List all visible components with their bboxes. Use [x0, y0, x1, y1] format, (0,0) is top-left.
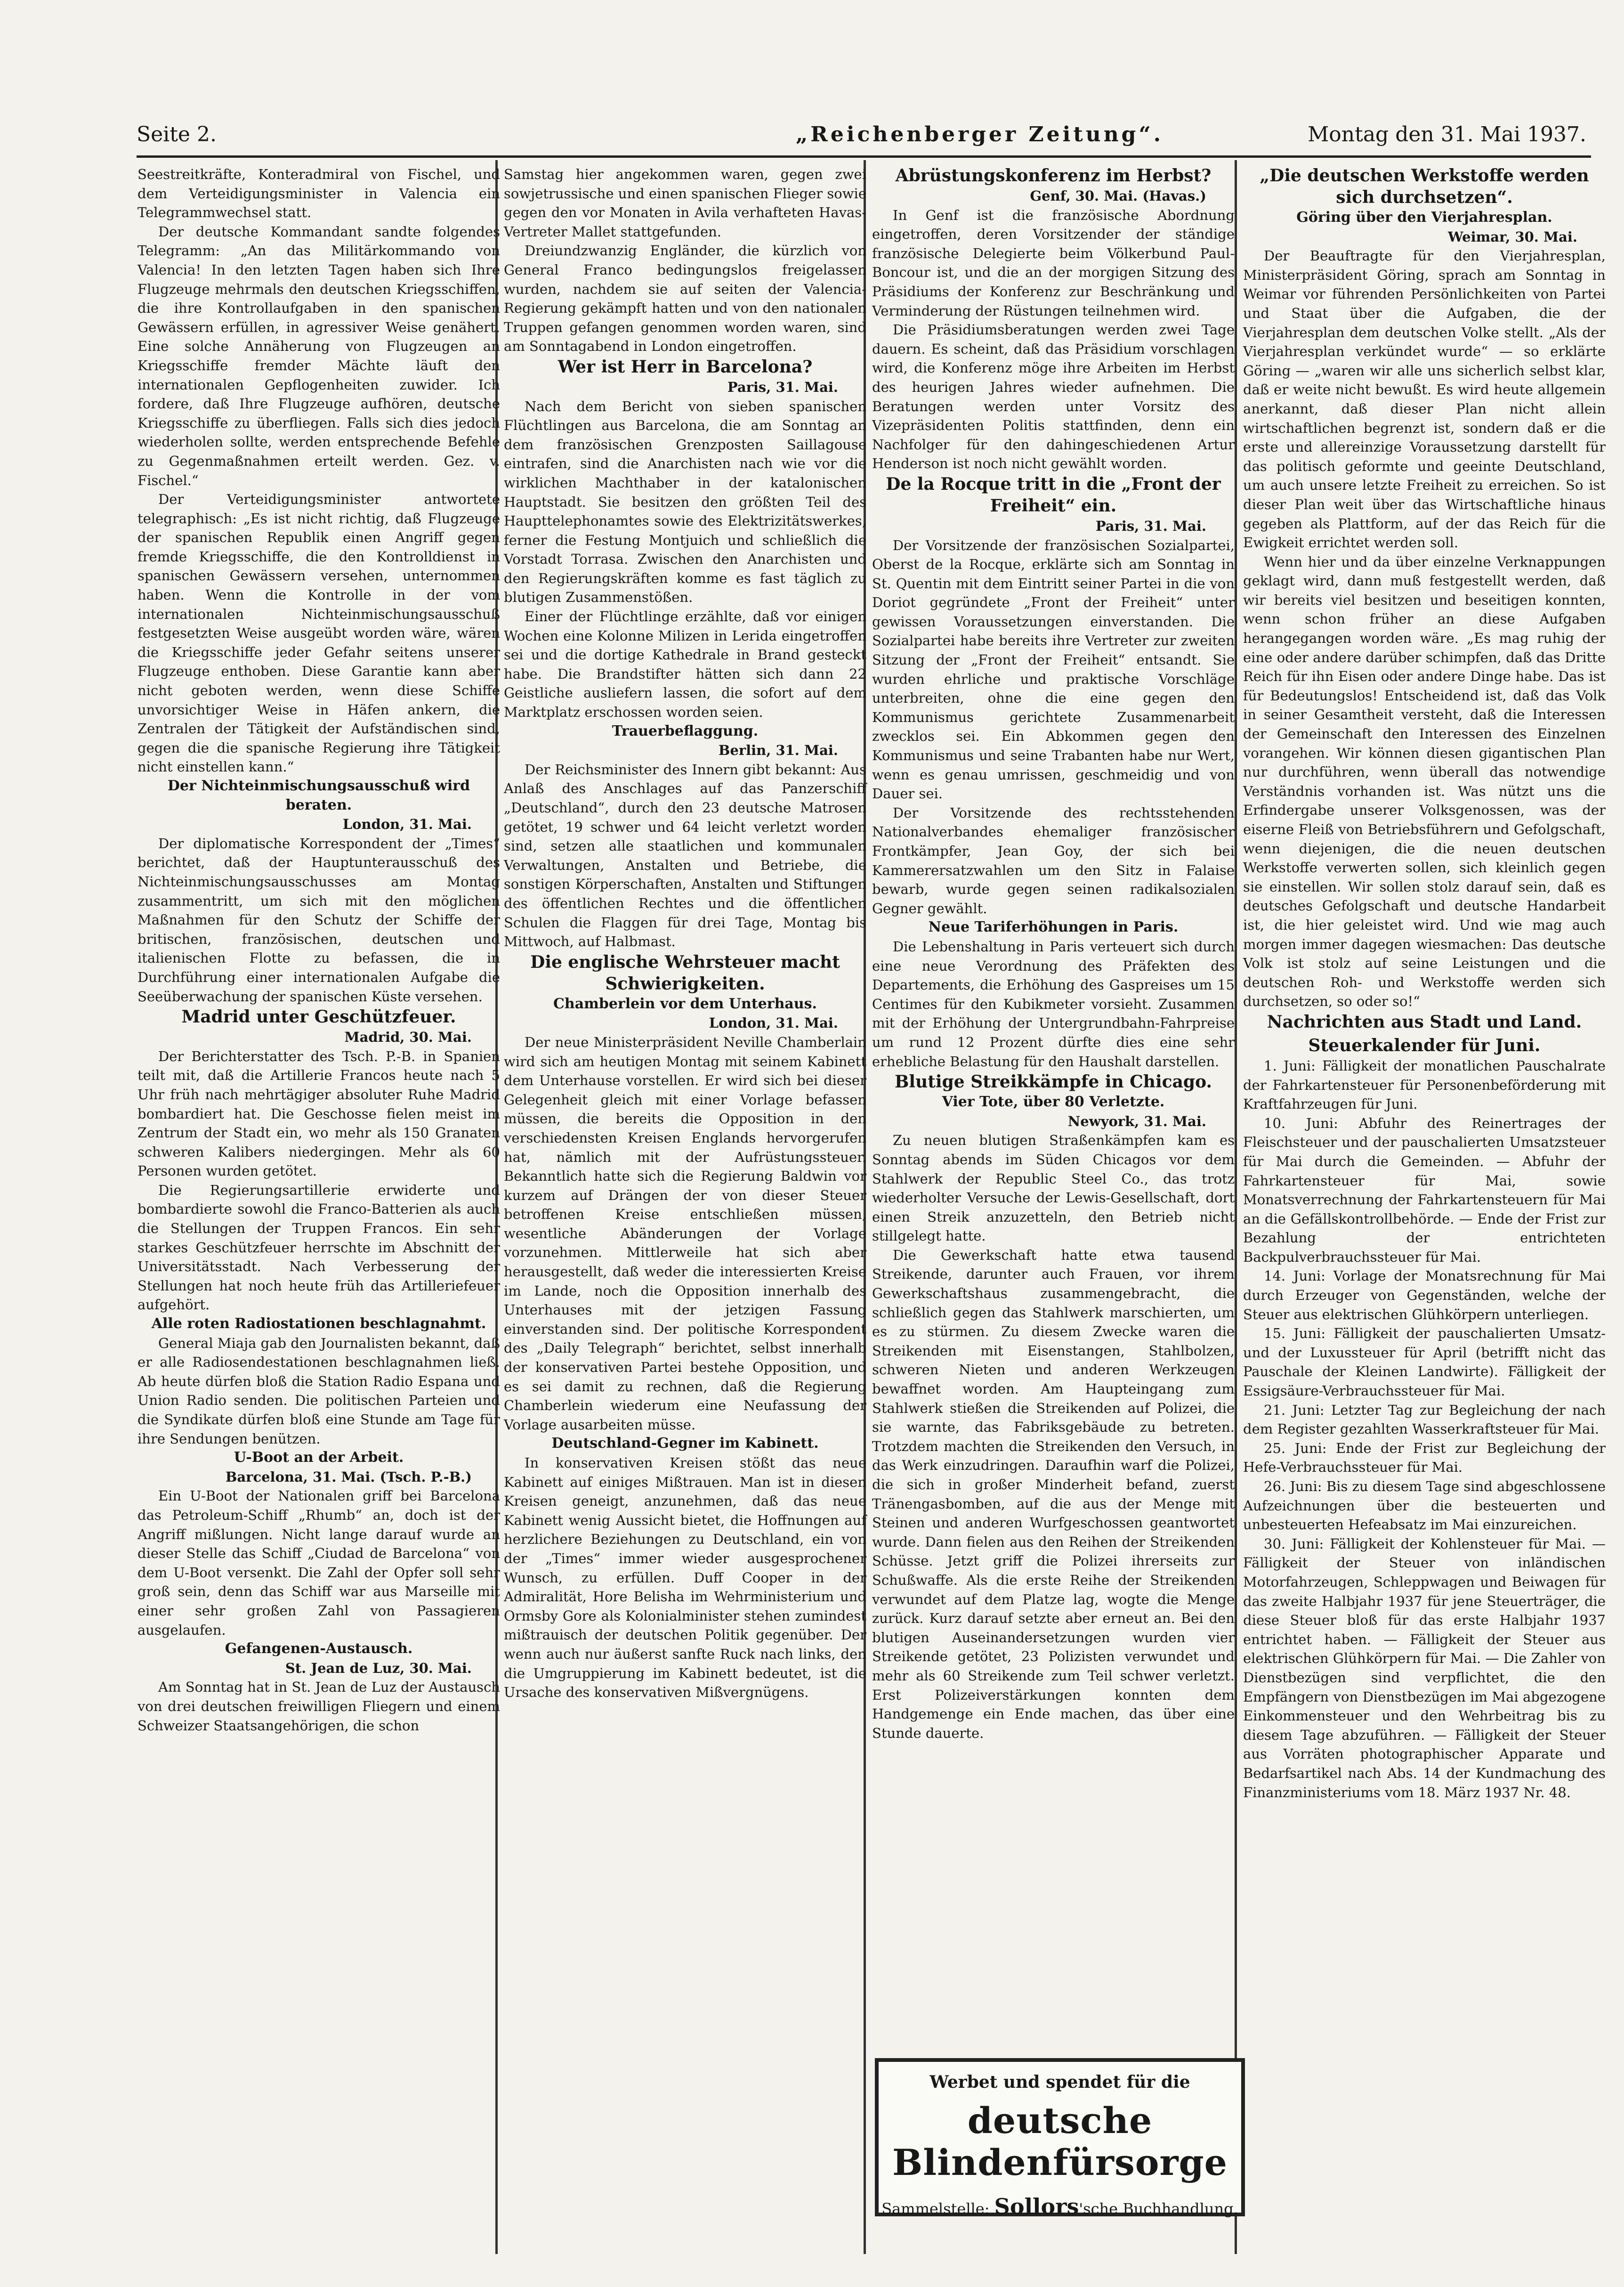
- page-header: [137, 118, 1586, 155]
- paragraph: Der Reichsminister des Innern gibt bekannt: Aus Anlaß des Anschlages auf das Panzerschiff „Deutschland“, durch den 23 deutsche Matrosen getötet, 19 schwer und 64 leicht verletzt worden sind, setzen alle staatlichen und kommunalen Verwaltungen, Anstalten und Betriebe, die sonstigen Körperschaften, Anstalten und Stiftungen des öffentlichen Rechtes und die öffentlichen Schulen die Flaggen für drei Tage, Montag bis Mittwoch, auf Halbmast.: [504, 761, 866, 950]
- article-headline: Trauerbeflaggung.: [612, 722, 759, 739]
- article-headline: Die englische Wehrsteuer macht Schwierigkeiten.: [530, 952, 840, 994]
- dateline: Madrid, 30. Mai.: [344, 1029, 472, 1046]
- dateline: St. Jean de Luz, 30. Mai.: [285, 1660, 472, 1676]
- article-headline: „Die deutschen Werkstoffe werden sich durchsetzen“.: [1260, 166, 1589, 207]
- article-headline: Abrüstungskonferenz im Herbst?: [895, 166, 1212, 186]
- article-subheadline: Göring über den Vierjahresplan.: [1296, 209, 1552, 226]
- paragraph: Seestreitkräfte, Konteradmiral von Fischel, und dem Verteidigungsminister in Valencia ein Telegrammwechsel statt.: [137, 166, 500, 221]
- dateline: Barcelona, 31. Mai. (Tsch. P.-B.): [225, 1468, 472, 1485]
- article-headline: Wer ist Herr in Barcelona?: [557, 357, 813, 377]
- dateline: Paris, 31. Mai.: [727, 379, 838, 395]
- header-rule: [137, 155, 1591, 158]
- article-headline: Steuerkalender für Juni.: [1308, 1035, 1541, 1055]
- paragraph: Der Berichterstatter des Tsch. P.-B. in Spanien teilt mit, daß die Artillerie Francos heute nach 5 Uhr früh nach mehrtägiger absoluter Ruhe Madrid bombardiert hat. Die Geschosse fielen meist im Zentrum der Stadt ein, wo mehr als 150 Granaten schweren Kalibers niedergingen. Mehr als 60 Personen wurden getötet.: [137, 1048, 500, 1179]
- column-3: [872, 165, 1235, 1743]
- paragraph: Die Lebenshaltung in Paris verteuert sich durch eine neue Verordnung des Präfekten des Departements, die Erhöhung des Gaspreises um 15 Centimes für den Kubikmeter vorsieht. Zusammen mit der Erhöhung der Untergrundbahn-Fahrpreise um rund 12 Prozent dürfte dies eine sehr erhebliche Belastung für den Haushalt darstellen.: [872, 938, 1235, 1070]
- article-headline: Gefangenen-Austausch.: [225, 1640, 413, 1657]
- paragraph: Zu neuen blutigen Straßenkämpfen kam es Sonntag abends im Süden Chicagos vor dem Stahlwerk der Republic Steel Co., das trotz wiederholter Versuche der Lewis-Gesellschaft, dort einen Streik anzuzetteln, den Betrieb nicht stillgelegt hatte.: [872, 1132, 1235, 1244]
- article-headline: Neue Tariferhöhungen in Paris.: [928, 919, 1179, 936]
- paragraph: Die Regierungsartillerie erwiderte und bombardierte sowohl die Franco-Batterien als auch die Stellungen der Truppen Francos. Ein sehr starkes Geschützfeuer herrschte im Abschnitt der Universitätsstadt. Nach Verbesserung der Stellungen hat noch heute früh das Artilleriefeuer aufgehört.: [137, 1182, 500, 1313]
- paragraph: General Miaja gab den Journalisten bekannt, daß er alle Radiosendestationen beschlagnahmen ließ. Ab heute dürfen bloß die Station Radio Espana und Union Radio senden. Die politischen Parteien und die Syndikate dürfen bloß eine Stunde am Tage für ihre Sendungen benützen.: [137, 1335, 500, 1447]
- column-1: [137, 165, 500, 1735]
- article-headline: Deutschland-Gegner im Kabinett.: [551, 1435, 819, 1452]
- paragraph: In Genf ist die französische Abordnung eingetroffen, deren Vorsitzender der ständige französische Delegierte beim Völkerbund Paul-Boncour ist, und die an der morgigen Sitzung des Präsidiums der Konferenz zur Beschränkung und Verminderung der Rüstungen teilnehmen wird.: [872, 207, 1235, 319]
- paragraph: Der Vorsitzende des rechtsstehenden Nationalverbandes ehemaliger französischer Frontkämpfer, Jean Goy, der sich bei Kammerersatzwahlen um den Sitz in Falaise bewarb, wurde gegen seinen radikalsozialen Gegner gewählt.: [872, 804, 1235, 916]
- issue-date: Montag den 31. Mai 1937.: [1308, 122, 1586, 146]
- column-divider: [1235, 160, 1237, 2254]
- paragraph: Die Präsidiumsberatungen werden zwei Tage dauern. Es scheint, daß das Präsidium vorschlagen wird, die Konferenz möge ihre Arbeiten im Herbst des heurigen Jahres wieder aufnehmen. Die Beratungen werden unter Vorsitz des Vizepräsidenten Politis stattfinden, denn ein Nachfolger für den dahingeschiedenen Artur Henderson ist noch nicht gewählt worden.: [872, 322, 1235, 472]
- paragraph: Einer der Flüchtlinge erzählte, daß vor einigen Wochen eine Kolonne Milizen in Lerida eingetroffen sei und die dortige Kathedrale in Brand gesteckt habe. Die Brandstifter hätten sich dann 22 Geistliche ausliefern lassen, die sofort auf dem Marktplatz erschossen worden seien.: [504, 608, 866, 721]
- newspaper-title: „Reichenberger Zeitung“.: [796, 122, 1164, 146]
- paragraph: Nach dem Bericht von sieben spanischen Flüchtlingen aus Barcelona, die am Sonntag an dem französischen Grenzposten Saillagouse eintrafen, sind die Anarchisten nach wie vor die wirklichen Machthaber in der katalonischen Hauptstadt. Sie besitzen den größten Teil des Haupttelephonamtes sowie des Elektrizitätswerkes, ferner die Festung Montjuich und schließlich die Vorstadt Torrasa. Zwischen den Anarchisten und den Regierungskräften komme es fast täglich zu blutigen Zusammenstößen.: [504, 398, 866, 606]
- paragraph: Die Gewerkschaft hatte etwa tausend Streikende, darunter auch Frauen, vor ihrem Gewerkschaftshaus zusammengebracht, die schließlich gegen das Stahlwerk marschierten, um es zu stürmen. Zu diesem Zwecke waren die Streikenden mit Eisenstangen, Stahlbolzen, schweren Nieten und anderen Werkzeugen bewaffnet worden. Am Haupteingang zum Stahlwerk stießen die Streikenden auf Polizei, die sie warnte, das Fabriksgebäude zu betreten. Trotzdem machten die Streikenden den Versuch, in das Werk einzudringen. Daraufhin warf die Polizei, die sich in großer Minderheit befand, zuerst Tränengasbomben, auf die aus der Menge mit Steinen und anderen Wurfgeschossen geantwortet wurde. Dann fielen aus den Reihen der Streikenden Schüsse. Jetzt griff die Polizei ihrerseits zur Schußwaffe. Als die erste Reihe der Streikenden verwundet auf dem Platze lag, wogte die Menge zurück. Kurz darauf setzte aber erneut an. Bei den blutigen Auseinandersetzungen wurden vier Streikende getötet, 23 Polizisten verwundet und mehr als 60 Streikende zum Teil schwer verletzt. Erst Polizeiverstärkungen konnten dem Handgemenge ein Ende machen, das über eine Stunde dauerte.: [872, 1247, 1235, 1741]
- column-2: [504, 165, 866, 1702]
- article-headline: Blutige Streikkämpfe in Chicago.: [895, 1072, 1212, 1092]
- article-headline: De la Rocque tritt in die „Front der Freiheit“ ein.: [886, 474, 1221, 516]
- paragraph: Der diplomatische Korrespondent der „Times“ berichtet, daß der Hauptunterausschuß des Nichteinmischungsausschusses am Montag zusammentritt, um sich mit den möglichen Maßnahmen für den Schutz der Schiffe der britischen, französischen, deutschen und italienischen Flotte zu befassen, die in Durchführung einer internationalen Aufgabe die Seeüberwachung der spanischen Küste versehen.: [137, 835, 500, 1005]
- paragraph: Ein U-Boot der Nationalen griff bei Barcelona das Petroleum-Schiff „Rhumb“ an, doch ist der Angriff mißlungen. Nicht lange darauf wurde an dieser Stelle das Schiff „Ciudad de Barcelona“ von dem U-Boot versenkt. Die Zahl der Opfer soll sehr groß sein, denn das Schiff war aus Marseille mit einer sehr großen Zahl von Passagieren ausgelaufen.: [137, 1488, 500, 1638]
- paragraph: Der Verteidigungsminister antwortete telegraphisch: „Es ist nicht richtig, daß Flugzeuge der spanischen Republik einen Angriff gegen fremde Kriegsschiffe, die den Kontrolldienst in spanischen Gewässern versehen, unternommen haben. Wenn die Kontrolle in der vom internationalen Nichteinmischungsausschuß festgesetzten Weise ausgeübt worden wäre, wären die Kriegsschiffe jeder Gefahr seitens unserer Flugzeuge enthoben. Diese Garantie kann aber nicht geboten werden, wenn diese Schiffe unvorsichtiger Weise in Häfen ankern, die Zentralen der Tätigkeit der Aufständischen sind, gegen die die spanische Regierung ihre Tätigkeit nicht einstellen kann.“: [137, 491, 500, 775]
- paragraph: 15. Juni: Fälligkeit der pauschalierten Umsatz- und der Luxussteuer für April (betrifft nicht das Pauschale der Kleinen Landwirte). Fälligkeit der Essigsäure-Verbrauchssteuer für Mai.: [1243, 1325, 1606, 1399]
- article-headline: Alle roten Radiostationen beschlagnahmt.: [151, 1315, 486, 1332]
- page-number: Seite 2.: [137, 122, 217, 146]
- paragraph: Der neue Ministerpräsident Neville Chamberlain wird sich am heutigen Montag mit seinem Kabinett dem Unterhause vorstellen. Er wird sich bei dieser Gelegenheit gleich mit einer Vorlage befassen müssen, die bereits die Opposition in den verschiedensten Kreisen Englands hervorgerufen hat, nämlich mit der Aufrüstungssteuer. Bekanntlich hatte sich die Regierung Baldwin vor kurzem auf Drängen der von dieser Steuer betroffenen Kreise entschließen müssen, wesentliche Abänderungen der Vorlage vorzunehmen. Mittlerweile hat sich aber herausgestellt, daß weder die interessierten Kreise im Lande, noch die Opposition innerhalb des Unterhauses mit der jetzigen Fassung einverstanden sind. Der politische Korrespondent des „Daily Telegraph“ berichtet, selbst innerhalb der konservativen Partei bestehe Opposition, und es sei damit zu rechnen, daß die Regierung Chamberlein wiederum eine Neufassung der Vorlage ausarbeiten müsse.: [504, 1034, 866, 1433]
- paragraph: 25. Juni: Ende der Frist zur Begleichung der Hefe-Verbrauchssteuer für Mai.: [1243, 1440, 1606, 1476]
- dateline: Genf, 30. Mai. (Havas.): [1030, 188, 1206, 204]
- ad-footer: [879, 2194, 1241, 2219]
- dateline: London, 31. Mai.: [709, 1015, 838, 1031]
- article-headline: Madrid unter Geschützfeuer.: [181, 1007, 456, 1027]
- dateline: Paris, 31. Mai.: [1095, 518, 1206, 534]
- paragraph: 30. Juni: Fälligkeit der Kohlensteuer für Mai. — Fälligkeit der Steuer von inländischen Motorfahrzeugen, Schleppwagen und Beiwagen für das zweite Halbjahr 1937 für jene Steuerträger, die diese Steuer bloß für das erste Halbjahr 1937 entrichtet haben. — Fälligkeit der Steuer aus elektrischen Glühkörpern für Mai. — Die Zahler von Dienstbezügen sind verpflichtet, die den Empfängern von Dienstbezügen im Mai abgezogene Einkommensteuer und den Wehrbeitrag bis zu diesem Tage abzuführen. — Fälligkeit der Steuer aus Vorräten photographischer Apparate und Bedarfsartikel nach Abs. 14 der Kundmachung des Finanzministeriums vom 18. März 1937 Nr. 48.: [1243, 1535, 1606, 1800]
- paragraph: 1. Juni: Fälligkeit der monatlichen Pauschalrate der Fahrkartensteuer für Personenbeförderung mit Kraftfahrzeugen für Juni.: [1243, 1057, 1606, 1112]
- article-subheadline: Vier Tote, über 80 Verletzte.: [942, 1094, 1165, 1111]
- paragraph: 21. Juni: Letzter Tag zur Begleichung der nach dem Register gezahlten Wasserkraftsteuer für Mai.: [1243, 1402, 1606, 1437]
- paragraph: Der deutsche Kommandant sandte folgendes Telegramm: „An das Militärkommando von Valencia! In den letzten Tagen haben sich Ihre Flugzeuge mehrmals den deutschen Kriegsschiffen, die ihre Kontrollaufgaben in den spanischen Gewässern erfüllen, in agressiver Weise genähert. Eine solche Annäherung von Flugzeugen an Kriegsschiffe fremder Mächte läuft den internationalen Gepflogenheiten zuwider. Ich fordere, daß Ihre Flugzeuge aufhören, deutsche Kriegsschiffe zu überfliegen. Falls sich dies jedoch wiederholen sollte, werden entsprechende Befehle zu Gegenmaßnahmen erteilt werden. Gez. v. Fischel.“: [137, 223, 500, 488]
- paragraph: 14. Juni: Vorlage der Monatsrechnung für Mai durch Erzeuger von Gegenständen, welche der Steuer aus elektrischen Glühkörpern unterliegen.: [1243, 1268, 1606, 1322]
- column-4: [1243, 165, 1606, 1802]
- paragraph: Samstag hier angekommen waren, gegen zwei sowjetrussische und einen spanischen Flieger sowie gegen den vor Monaten in Avila verhafteten Havas-Vertreter Mallet stattgefunden.: [504, 166, 866, 240]
- dateline: London, 31. Mai.: [342, 816, 472, 833]
- dateline: Weimar, 30. Mai.: [1447, 228, 1577, 245]
- dateline: Newyork, 31. Mai.: [1067, 1113, 1206, 1129]
- ad-label: Sammelstelle:: [881, 2200, 990, 2218]
- paragraph: 10. Juni: Abfuhr des Reinertrages der Fleischsteuer und der pauschalierten Umsatzsteuer für Mai durch die Gemeinden. — Abfuhr der Fahrkartensteuer für Mai, sowie Monatsverrechnung der Fahrkartensteuern für Mai an die Gefällskontrollbehörde. — Ende der Frist zur Bezahlung der entrichteten Backpulverbrauchssteuer für Mai.: [1243, 1115, 1606, 1265]
- paragraph: In konservativen Kreisen stößt das neue Kabinett auf einiges Mißtrauen. Man ist in diesen Kreisen geneigt, anzunehmen, daß das neue Kabinett wenig Aussicht bietet, die Hoffnungen auf herzlichere Beziehungen zu Deutschland, ein von der „Times“ immer wieder ausgesprochener Wunsch, zu erfüllen. Duff Cooper in der Admiralität, Hore Belisha im Wehrministerium und Ormsby Gore als Kolonialminister stehen zumindest mißtrauisch der deutschen Politik gegenüber. Der wenn auch nur äußerst sanfte Ruck nach links, den die Umgruppierung im Kabinett bedeutet, ist die Ursache des konservativen Mißvergnügens.: [504, 1455, 866, 1701]
- paragraph: Dreiundzwanzig Engländer, die kürzlich von General Franco bedingungslos freigelassen wurden, nachdem sie auf seiten der Valencia-Regierung gekämpft hatten und von den nationalen Truppen gefangen genommen worden waren, sind am Sonntagabend in London eingetroffen.: [504, 243, 866, 355]
- ad-title: deutsche Blindenfürsorge: [892, 2100, 1228, 2183]
- article-subheadline: Chamberlein vor dem Unterhaus.: [553, 995, 817, 1012]
- ad-brand-suffix: 'sche Buchhandlung.: [1079, 2200, 1238, 2218]
- dateline: Berlin, 31. Mai.: [718, 742, 838, 759]
- article-headline: Der Nichteinmischungsausschuß wird beraten.: [167, 778, 470, 813]
- article-headline: U-Boot an der Arbeit.: [234, 1449, 404, 1466]
- ad-line-1: Werbet und spendet für die: [929, 2072, 1190, 2092]
- ad-brand: Sollors: [994, 2194, 1079, 2219]
- advertisement-box: [875, 2058, 1245, 2219]
- paragraph: Am Sonntag hat in St. Jean de Luz der Austausch von drei deutschen freiwilligen Fliegern und einem Schweizer Staatsangehörigen, die schon: [137, 1679, 500, 1734]
- paragraph: Wenn hier und da über einzelne Verknappungen geklagt wird, dann muß festgestellt werden, daß wir bereits viel besitzen und beseitigen konnten, wenn schon früher an diese Aufgaben herangegangen worden wäre. „Es mag ruhig der eine oder andere darüber schimpfen, daß das Dritte Reich für ihn Eisen oder andere Dinge habe. Das ist für Bedeutungslos! Entscheidend ist, daß das Volk in seiner Gesamtheit versteht, daß die Interessen der Gemeinschaft den Interessen des Einzelnen vorangehen. Wir können diesen gigantischen Plan nur durchführen, wenn überall das notwendige Verständnis vorhanden ist. Was nützt uns die Erfindergabe unserer Volksgenossen, was der eiserne Fleiß von Betriebsführern und Gefolgschaft, wenn diejenigen, die die neuen deutschen Werkstoffe verwerten sollen, sich kleinlich gegen sie einstellen. Wir sollen stolz darauf sein, daß es deutsches Gefolgschaft und deutsche Handarbeit ist, die hier geleistet wird. Und wie mag auch morgen immer dagegen wiesmachen: Das deutsche Volk ist stolz auf seine Leistungen und die deutschen Roh- und Werkstoffe werden sich durchsetzen, so oder so!“: [1243, 553, 1606, 1010]
- paragraph: Der Beauftragte für den Vierjahresplan, Ministerpräsident Göring, sprach am Sonntag in Weimar vor führenden Persönlichkeiten von Partei und Staat über die Aufgaben, die der Vierjahresplan dem deutschen Volke stellt. „Als der Vierjahresplan verkündet wurde“ — so erklärte Göring — „waren wir alle uns sicherlich selbst klar, daß er weite nicht bewußt. Es wird heute allgemein anerkannt, daß dieser Plan nicht allein wirtschaftlichen begrenzt ist, sondern daß er die erste und allereinzige Voraussetzung darstellt für das politisch geformte und geeinte Deutschland, um auch unsere letzte Freiheit zu erreichen. So ist dieser Plan weit über das Wirtschaftliche hinaus gegeben als Plattform, auf der das Reich für die Ewigkeit errichtet werden soll.: [1243, 248, 1606, 551]
- section-heading: Nachrichten aus Stadt und Land.: [1267, 1012, 1582, 1032]
- paragraph: Der Vorsitzende der französischen Sozialpartei, Oberst de la Rocque, erklärte sich am Sonntag in St. Quentin mit dem Eintritt seiner Partei in die von Doriot gegründete „Front der Freiheit“ unter gewissen Voraussetzungen einverstanden. Die Sozialpartei habe bereits ihre Vertreter zur zweiten Sitzung der „Front der Freiheit“ entsandt. Sie wurden ehrliche und praktische Vorschläge unterbreiten, ohne die eine gegen den Kommunismus gerichtete Zusammenarbeit zwecklos sei. Ein Abkommen gegen den Kommunismus und seine Trabanten habe nur Wert, wenn es genau umrissen, geschmeidig und von Dauer sei.: [872, 537, 1235, 802]
- paragraph: 26. Juni: Bis zu diesem Tage sind abgeschlossene Aufzeichnungen über die besteuerten und unbesteuerten Hefeabsatz im Mai einzureichen.: [1243, 1478, 1606, 1533]
